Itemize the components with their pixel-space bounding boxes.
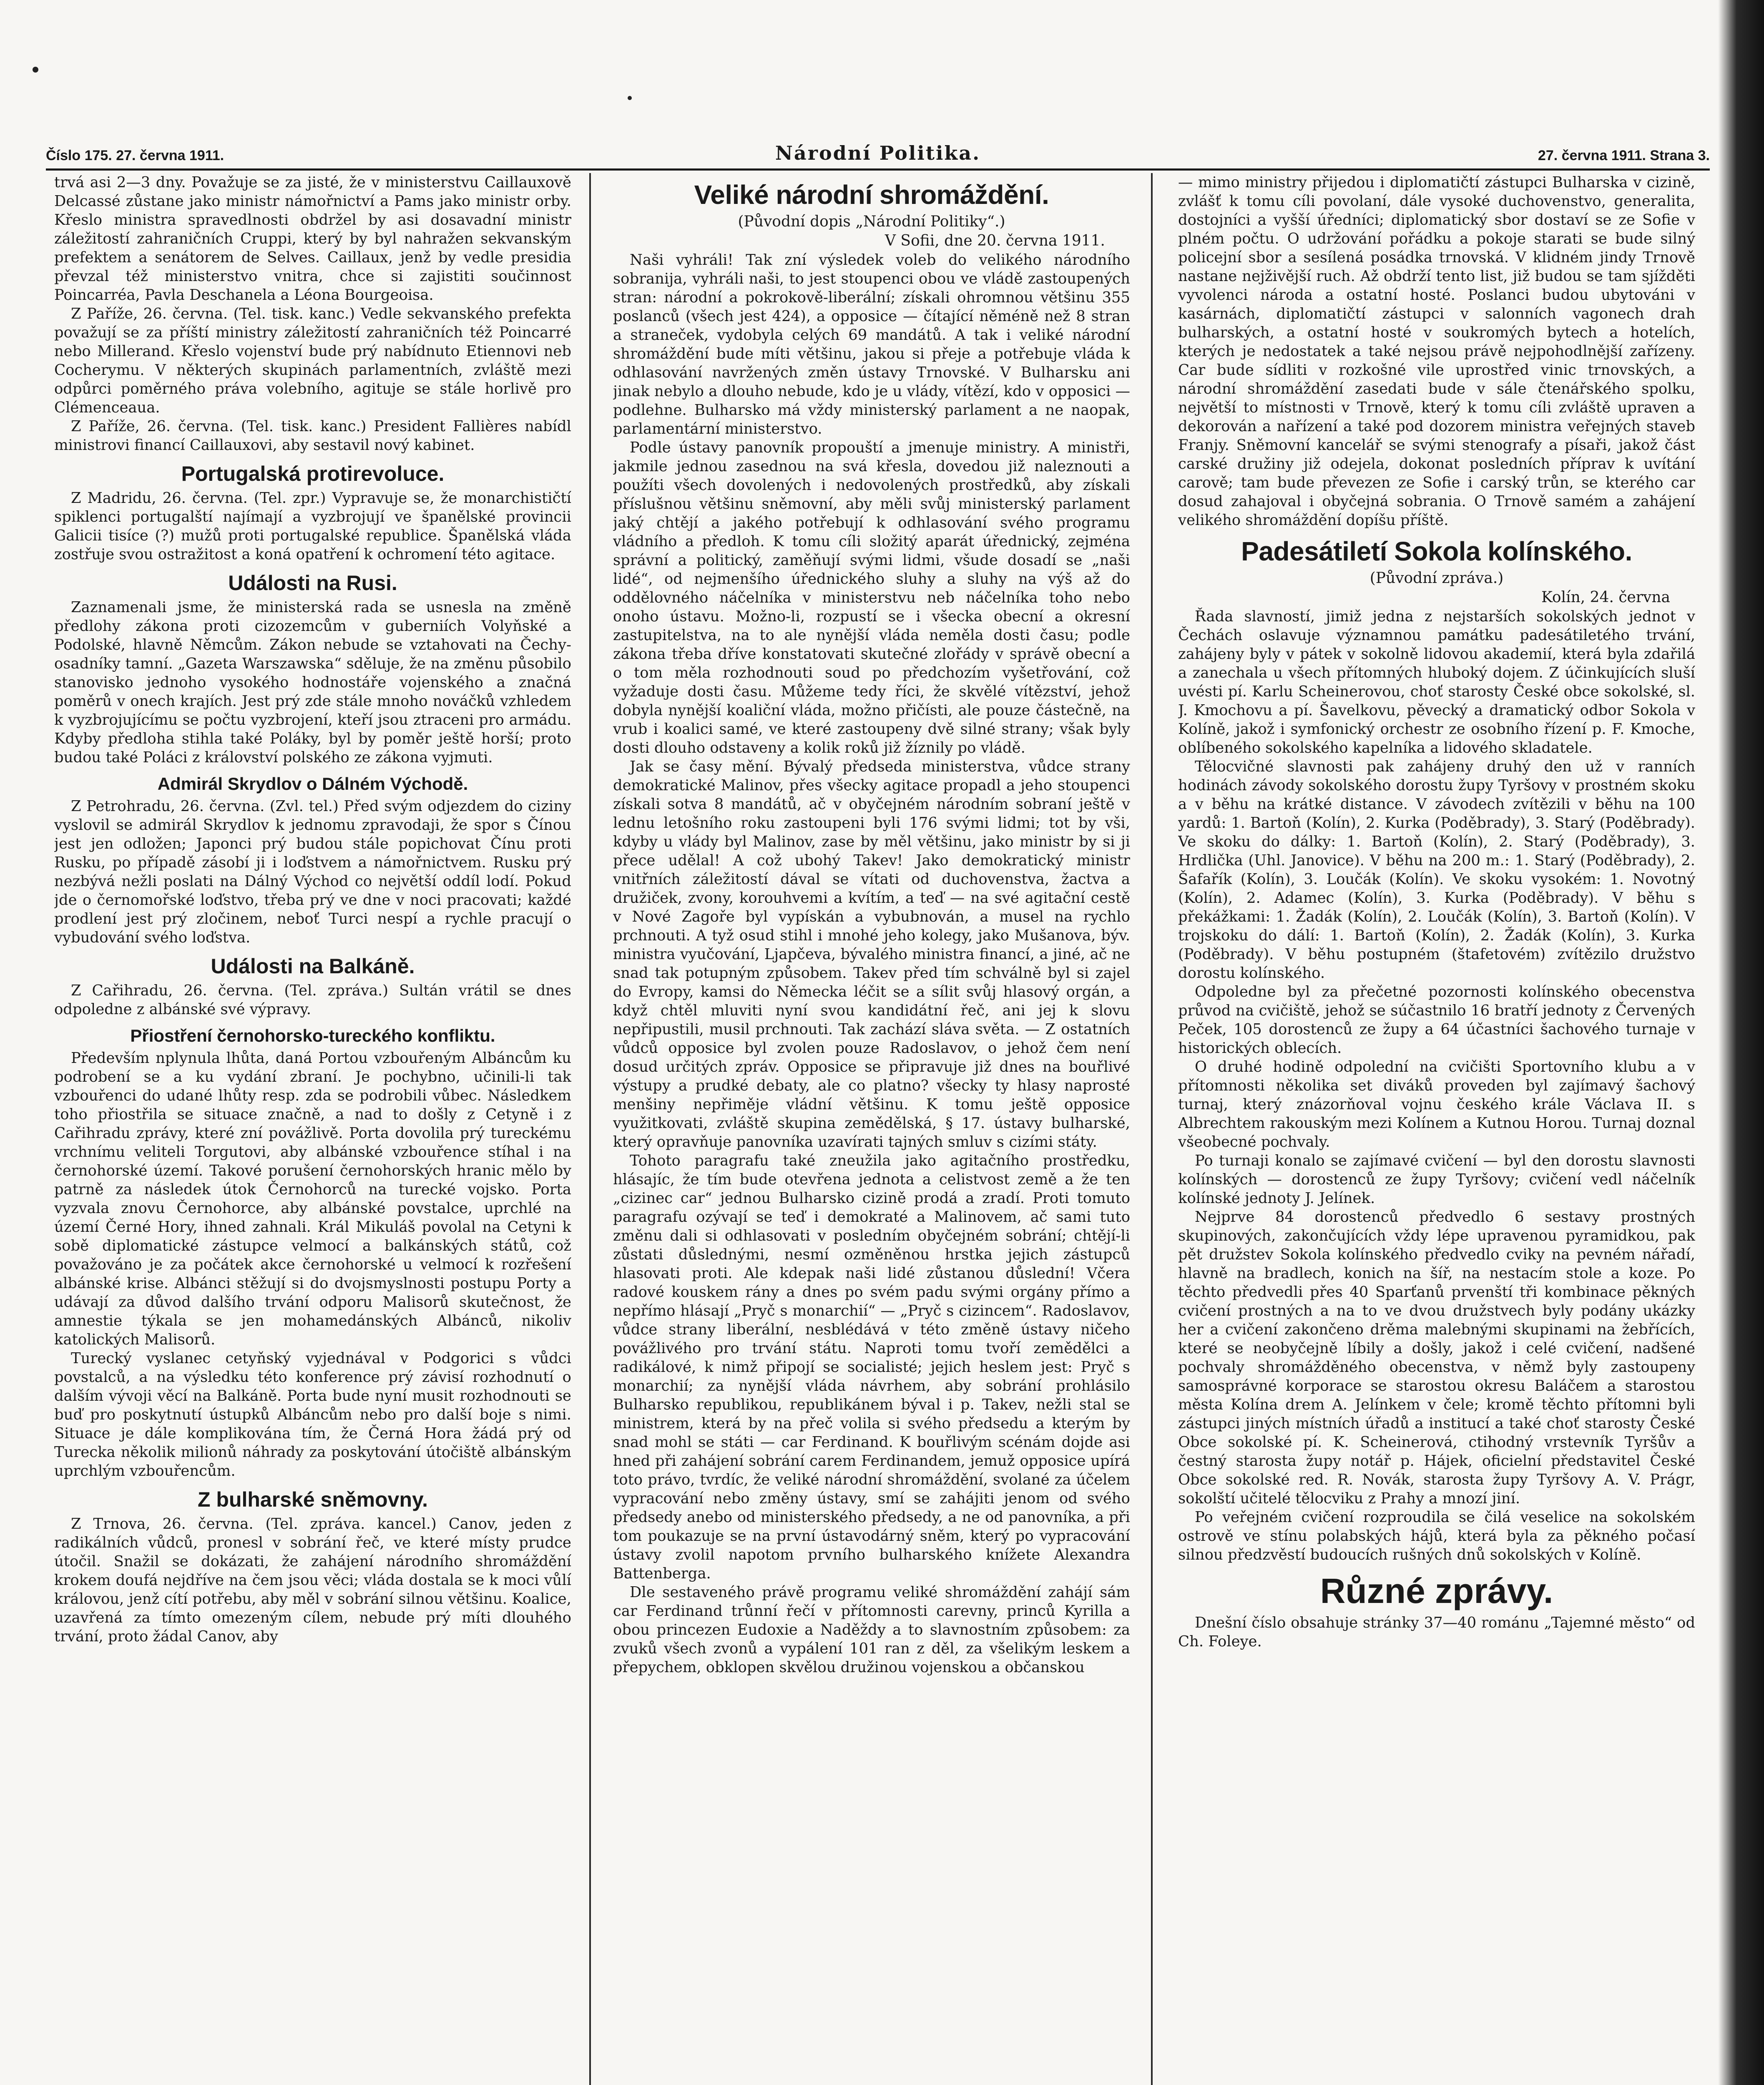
article-headline: Události na Balkáně.: [211, 955, 415, 978]
column-3: [1178, 173, 1695, 2085]
article-paragraph: Po veřejném cvičení rozproudila se čilá veselice na sokolském ostrově ve stínu polabských hájů, která byla za pěkného počasí silnou předzvěstí budoucích rušných dnů sokolských v Kolíně.: [1178, 1509, 1695, 1563]
article-paragraph: Dle sestaveného právě programu veliké shromáždění zahájí sám car Ferdinand trůnní řečí v přítomnosti carevny, princů Kyrilla a obou princezen Eudoxie a Naděždy a to slavnostním způsobem: za zvuků všech zvonů a vypálení 101 ran z děl, za všelikým leskem a přepychem, obklopen skvělou družinou vojenskou a občanskou: [613, 1584, 1130, 1676]
header-rule: [46, 168, 1710, 171]
article-paragraph: Zaznamenali jsme, že ministerská rada se usnesla na změně předlohy zákona proti cizozemcům v guberniích Volyňské a Podolské, hlavně Němcům. Zákon nebude se vztahovati na Čechy-osadníky tamní. „Gazeta Warszawska“ sděluje, že na změnu působilo stanovisko jednoho vysokého hodnostáře vojenského a značná poměrů v onech krajích. Jest prý zde stále mnoho nováčků vzhledem k vyzbrojujícímu se počtu vyzbrojení, kteří jsou ztraceni pro armádu. Kdyby předloha stihla také Poláky, byl by poměr ještě horší; proto budou také Poláci z království polského ze zákona vyjmuti.: [54, 599, 571, 766]
article-source-note: (Původní zpráva.): [1369, 570, 1504, 587]
scan-speck: [628, 96, 632, 100]
article-headline: Portugalská protirevoluce.: [181, 462, 445, 485]
masthead-title: Národní Politika.: [775, 142, 981, 164]
article-paragraph: Jak se časy mění. Bývalý předseda ministerstva, vůdce strany demokratické Malinov, přes všecky agitace propadl a jeho stoupenci získali sotva 8 mandátů, ač v obyčejném národním sobraní ještě v lednu letošního roku zastoupeni byli 176 svými lidmi; tot by vši, kdyby u vlády byl Malinov, zase by měl většinu, jako ministr by si ji přece udělal! A což ubohý Takev! Jako demokratický ministr vnitřních záležitostí dával se vítati od duchovenstva, žactva a družiček, zvony, korouhvemi a kvítím, a teď — na své agitační cestě v Nové Zagoře byl vypískán a vybubnován, a musel na rychlo prchnouti. A tyž osud stihl i mnohé jeho kolegy, jako Mušanova, býv. ministra vyučování, Ljapčeva, bývalého ministra financí, a jiné, ač ne snad tak potupným způsobem. Takev před tím schválně byl si zajel do Evropy, kamsi do Německa léčit se a sílit svůj hlasový orgán, a když chtěl mluviti nyní svou kandidátní řeč, ani jej k slovu nepřipustili, musil prchnouti. Tak zachází sláva světa. — Z ostatních vůdců opposice byl zvolen pouze Radoslavov, o jehož čem není dosud určitých zpráv. Opposice se připravuje již dnes na bouřlivé výstupy a prudké debaty, ale co platno? všecky ty hlasy naprosté menšiny nepřiměje vládní většinu. K tomu ještě opposice využitkovati, zvláště skupina zemědělská, § 17. ústavy bulharské, který opravňuje panovníka uzavírati tajných smluv s cizími státy.: [613, 758, 1130, 1151]
article-paragraph: Z Cařihradu, 26. června. (Tel. zpráva.) Sultán vrátil se dnes odpoledne z albánské své výpravy.: [54, 982, 571, 1018]
article-paragraph: Z Paříže, 26. června. (Tel. tisk. kanc.) Vedle sekvanského prefekta považují se za příští ministry záležitostí zahraničních též Poincarré nebo Millerand. Křeslo vojenství bude prý nabídnuto Etiennovi neb Cocherymu. V některých skupinách parlamentních, zvláště mezi odpůrci poměrného práva volebního, agituje se stále horlivě pro Clémenceaua.: [54, 305, 571, 416]
article-paragraph: Odpoledne byl za přečetné pozornosti kolínského obecenstva průvod na cvičiště, jehož se súčastnilo 16 bratří jednoty z Červených Peček, 105 dorostenců ze župy a 64 účastníci šachového turnaje v historických oblecích.: [1178, 983, 1695, 1057]
article-headline: Veliké národní shromáždění.: [694, 180, 1049, 210]
article-paragraph: Především nplynula lhůta, daná Portou vzbouřeným Albáncům ku podrobení se a ku vydání zbraní. Je pochybno, učinili-li tak vzbouřenci do udané lhůty resp. zda se podrobili vůbec. Následkem toho přiostřila se situace značně, a nad to došly z Cetyně i z Cařihradu zprávy, které zní povážlivě. Porta dovolila prý tureckému vrchnímu veliteli Torgutovi, aby albánské vzbouřence stíhal i na černohorské území. Takové porušení černohorských hranic mělo by patrně za následek útok Černohorců na turecké vojsko. Porta vyzvala znovu Černohorce, aby albánské povstalce, uprchlé na území Černé Hory, ihned zahnali. Král Mikuláš povolal na Cetyni k sobě diplomatické zástupce velmocí a balkánských států, což považováno je za počátek akce černohorské u velmocí k rozřešení albánské krise. Albánci stěžují si do dvojsmyslnosti postupu Porty a udávají za důvod dalšího trvání odporu Malisorů skutečnost, že amnestie týkala se jen mohamedánských Albánců, nikoliv katolických Malisorů.: [54, 1050, 571, 1348]
article-paragraph: Z Trnova, 26. června. (Tel. zpráva. kancel.) Canov, jeden z radikálních vůdců, pronesl v sobrání řeč, ve které místy prudce útočil. Snažil se dokázati, že zahájení národního shromáždění krokem doufá nejdříve na čem jsou věci; vláda dostala se k moci vůlí královou, jenž cítí potřebu, aby měl v sobrání silnou většinu. Koalice, uzavřená za tímto omezeným cílem, nebude prý míti dlouhého trvání, proto žádal Canov, aby: [54, 1515, 571, 1645]
section-headline: Různé zprávy.: [1320, 1571, 1553, 1610]
article-paragraph: Z Petrohradu, 26. června. (Zvl. tel.) Před svým odjezdem do ciziny vyslovil se admirál Skrydlov k jednomu zpravodaji, že spor s Čínou jest jen odložen; Japonci prý budou stále popichovat Čínu proti Rusku, po případě zásobí ji i loďstvem a námořnictvem. Rusku prý nezbývá nežli poslati na Dálný Východ co největší oddíl lodí. Pokud jde o černomořské loďstvo, třeba prý ve dne v noci pracovati; každé prodlení jest prý zločinem, neboť Turci nespí a rychle pracují o vybudování svého loďstva.: [54, 798, 571, 946]
article-dateline: Kolín, 24. června: [1541, 589, 1670, 606]
article-source-note: (Původní dopis „Národní Politiky“.): [738, 213, 1005, 230]
article-paragraph: Po turnaji konalo se zajímavé cvičení — byl den dorostu slavnosti kolínských — dorostenců ze župy Tyršovy; cvičení vedl náčelník kolínské jednoty J. Jelínek.: [1178, 1152, 1695, 1207]
article-paragraph: Naši vyhráli! Tak zní výsledek voleb do velikého národního sobranija, vyhráli naši, to jest stoupenci obou ve vládě zastoupených stran: národní a pokrokově-liberální; získali ohromnou většinu 355 poslanců (všech jest 424), a opposice — čítající něméně než 8 stran a straneček, vydobyla celých 69 mandátů. A tak i veliké národní shromáždění bude míti většinu, jakou si přeje a potřebuje vláda k odhlasování navržených změn ústavy Trnovské. V Bulharsku ani jinak nebylo a dlouho nebude, kdo je u vlády, vítězí, kdo v opposici — podlehne. Bulharsko má vždy ministerský parlament a ne naopak, parlamentární ministerstvo.: [613, 251, 1130, 437]
article-paragraph: Tohoto paragrafu také zneužila jako agitačního prostředku, hlásajíc, že tím bude otevřena jednota a celistvost země a že ten „cizinec car“ jednou Bulharsko cizině prodá a zradí. Proti tomuto paragrafu ozývají se teď i demokraté a Malinovem, ač sami tuto změnu dali si odhlasovati v posledním obyčejném sobrání; chtějí-li zůstati důslednými, nesmí ozměněnou hrstka jejich zástupců hlasovati proti. Ale kdepak naši lidé zůstanou důslední! Včera radové kouskem rány a dnes po svém padu svými orgány přímo a nepřímo hlásají „Pryč s monarchií“ — „Pryč s cizincem“. Radoslavov, vůdce strany liberální, nesblédává v této změně ústavy ničeho povážlivého pro trvání státu. Naproti tomu tvoří zemědělci a radikálové, k nimž připojí se socialisté; jejich heslem jest: Pryč s monarchií; za nynější vláda návrhem, aby sobrání prohlásilo Bulharsko republikou, republikánem býval i p. Takev, nežli stal se ministrem, která by na přeč volila si svého předsedu a kterým by snad mohl se státi — car Ferdinand. K bouřlivým scénám dojde asi hned při zahájení sobrání carem Ferdinandem, jemuž opposice upírá toto právo, tvrdíc, že veliké národní shromáždění, svolané za účelem vypracování nebo změny ústavy, smí se zahájiti jenom od svého předsedy anebo od ministerského předsedy, a ne od panovníka, a při tom poukazuje se na první ústavodárný sněm, který po vypracování ústavy zvolil napotom prvního bulharského knížete Alexandra Battenberga.: [613, 1152, 1130, 1582]
article-paragraph: Podle ústavy panovník propouští a jmenuje ministry. A ministři, jakmile jednou zasednou na svá křesla, dovedou již naleznouti a použíti všech dovolených i nedovolených prostředků, aby získali příslušnou většinu sněmovní, aby měli svůj ministerský parlament jaký chtějí a jakého potřebují k odhlasování svého programu vládního a předloh. K tomu cíli složitý aparát úřednický, zejména správní a politický, zaměňují svými lidmi, všude dosadí se „naši lidé“, od nejmenšího úřednického sluhy a sluhy na výš až do oddělovného náčelníka v ministerstvu neb náčelníka toho nebo onoho ústavu. Možno-li, rozpustí se i všecka obecní a okresní zastupitelstva, na to ale nynější vláda neměla dosti času; podle zákona třeba dříve konstatovati skutečné zlořády v správě obecní a o tom měla rozhodnouti soud po předchozím vyšetřování, což vyžaduje dosti času. Můžeme tedy říci, že skvělé vítězství, jehož dobyla nynější koaliční vláda, možno přičísti, ale pouze částečně, na vrub i koalici samé, ve které zastoupeny dvě silné strany; však byly dosti dlouho odstaveny a kolik roků již žíznily po vládě.: [613, 439, 1130, 756]
scan-edge-shadow: [1718, 0, 1764, 2085]
page-header: [46, 142, 1710, 168]
column-divider: [589, 173, 591, 2085]
issue-number: Číslo 175. 27. června 1911.: [46, 148, 224, 163]
article-paragraph: Dnešní číslo obsahuje stránky 37—40 románu „Tajemné město“ od Ch. Foleye.: [1178, 1614, 1695, 1650]
article-dateline: V Sofii, dne 20. června 1911.: [885, 232, 1105, 249]
article-paragraph: Turecký vyslanec cetyňský vyjednával v Podgorici s vůdci povstalců, a na výsledku této konference prý závisí rozhodnutí o dalším vývoji věcí na Balkáně. Porta bude nyní musit rozhodnouti se buď pro poskytnutí ústupků Albáncům nebo pro další boje s nimi. Situace je dále komplikována tím, že Černá Hora žádá prý od Turecka několik milionů náhrady za poskytování útočiště albánským uprchlým vzbouřencům.: [54, 1350, 571, 1480]
column-divider: [1151, 173, 1153, 2085]
article-paragraph: Z Madridu, 26. června. (Tel. zpr.) Vypravuje se, že monarchističtí spiklenci portugalští najímají a vyzbrojují ve španělské provincii Galicii tisíce (?) mužů proti portugalské republice. Španělská vláda zostřuje svou ostražitost a koná opatření k ochromení této agitace.: [54, 490, 571, 563]
article-paragraph: — mimo ministry přijedou i diplomatičtí zástupci Bulharska v cizině, zvlášť k tomu cíli povolaní, dále vysoké duchovenstvo, generalita, dostojníci a vyšší úředníci; diplomatický sbor dostaví se ze Sofie v plném počtu. O udržování pořádku a pokoje starati se bude silný policejní sbor a sesílená posádka trnovská. V klidném jindy Trnově nastane nejživější ruch. Až obdrží tento list, již budou se tam sjížděti vyvolenci národa a ostatní hosté. Poslanci budou ubytováni v kasárnách, diplomatičtí zástupci v salonních vagonech drah bulharských, a ostatní hosté v soukromých bytech a hotelích, kterých je nedostatek a také nejsou právě nejpohodlnější zařízeny. Car bude sídliti v rozkošné vile uprostřed vinic trnovských, a národní shromáždění zasedati bude v sále čtenářského spolku, největší to místnosti v Trnově, který k tomu cíli zvláště upraven a dekorován a nařízení a také pod dozorem ministra veřejných staveb Franjy. Sněmovní kancelář se svými stenografy a písaři, jakož část carské družiny již odejela, dokonat posledních příprav k uvítání carově; tam bude převezen ze Sofie i carský trůn, se kterého car dosud zahajoval i obyčejná sobrania. O Trnově samém a zahájení velikého shromáždění dopíšu příště.: [1178, 174, 1695, 529]
article-headline: Události na Rusi.: [228, 571, 397, 595]
article-paragraph: Nejprve 84 dorostenců předvedlo 6 sestavy prostných skupinových, zakončujících vždy lépe upravenou pyramidkou, pak pět družstev Sokola kolínského předvedlo cviky na pevném nářadí, hlavně na bradlech, konich na šíř, na nestacím stole a koze. Po těchto předvedli přes 40 Sparťanů prvenští tři kombinace pěkných cvičení prostných a na to ve dvou družstvech byly podány ukázky her a cvičení zakončeno drěma malebnými skupinami na žebřících, které se neobyčejně líbily a došly, jakož i celé cvičení, nadšené pochvaly shromážděného obecenstva, v němž byly zastoupeny samosprávné korporace se starostou okresu Baláčem a starostou města Kolína drem A. Jelínkem v čele; kromě těchto přítomni byli zástupci jiných místních úřadů a institucí a také choť starosty České Obce sokolské pí. K. Scheinerová, ctihodný vrstevník Tyršův a čestný starosta župy notář p. Hájek, oficielní představitel České Obce sokolské red. R. Novák, starosta župy Tyršovy A. V. Prágr, sokolští učitelé tělocviku z Prahy a mnozí jiní.: [1178, 1208, 1695, 1507]
article-headline: Z bulharské sněmovny.: [197, 1488, 428, 1511]
scan-speck: [33, 67, 38, 73]
article-paragraph: O druhé hodině odpolední na cvičišti Sportovního klubu a v přítomnosti několika set diváků proveden byl zajímavý šachový turnaj, který znázorňoval vojnu českého krále Václava II. s Albrechtem rakouským mezi Kolínem a Kutnou Horou. Turnaj doznal všeobecné pochvaly.: [1178, 1058, 1695, 1151]
article-subheadline: Admirál Skrydlov o Dálném Východě.: [157, 774, 468, 794]
column-2: [613, 173, 1130, 2085]
article-headline: Padesátiletí Sokola kolínského.: [1241, 536, 1632, 566]
article-paragraph: trvá asi 2—3 dny. Považuje se za jisté, že v ministerstvu Caillauxově Delcassé zůstane jako ministr námořnictví a Pams jako ministr orby. Křeslo ministra spravedlnosti obdržel by asi dosavadní ministr záležitostí zahraničních Cruppi, který by byl nahražen sekvanským prefektem a senátorem de Selves. Caillaux, jenž by vedle presidia převzal též ministerstvo vnitra, chce si zajistiti součinnost Poincarréa, Pavla Deschanela a Léona Bourgeoisa.: [54, 174, 571, 304]
date-page-number: 27. června 1911. Strana 3.: [1538, 148, 1710, 163]
article-paragraph: Z Paříže, 26. června. (Tel. tisk. kanc.) President Fallières nabídl ministrovi financí Caillauxovi, aby sestavil nový kabinet.: [54, 418, 571, 454]
article-paragraph: Řada slavností, jimiž jedna z nejstarších sokolských jednot v Čechách oslavuje významnou památku padesátiletého trvání, zahájeny byly v pátek v sokolně lidovou akademií, která byla zdařilá a zanechala u všech přítomných hluboký dojem. Z účinkujících sluší uvésti pí. Karlu Scheinerovou, choť starosty České obce sokolské, sl. J. Kmochovu a pí. Šavelkovu, pěvecký a dramatický odbor Sokola v Kolíně, jakož i symfonický orchestr ze osobního řízení p. F. Kmoche, oblíbeného sokolského kapelníka a lidového skladatele.: [1178, 608, 1695, 756]
article-subheadline: Přiostření černohorsko-tureckého konfliktu.: [130, 1026, 495, 1045]
column-1: [54, 173, 571, 2085]
article-paragraph: Tělocvičné slavnosti pak zahájeny druhý den už v ranních hodinách závody sokolského dorostu župy Tyršovy v prostném skoku a v běhu na krátké distance. V závodech zvítězili v běhu na 100 yardů: 1. Bartoň (Kolín), 2. Kurka (Poděbrady), 3. Starý (Poděbrady). Ve skoku do dálky: 1. Bartoň (Kolín), 2. Starý (Poděbrady), 3. Hrdlička (Uhl. Janovice). V běhu na 200 m.: 1. Starý (Poděbrady), 2. Šafařík (Kolín), 3. Loučák (Kolín). Ve skoku vysokém: 1. Novotný (Kolín), 2. Adamec (Kolín), 3. Kurka (Poděbrady). V běhu s překážkami: 1. Žadák (Kolín), 2. Loučák (Kolín), 3. Bartoň (Kolín). V trojskoku do dálí: 1. Bartoň (Kolín), 2. Žadák (Kolín), 3. Kurka (Poděbrady). V běhu postupném (štafetovém) zvítězilo družstvo dorostu kolínského.: [1178, 758, 1695, 982]
